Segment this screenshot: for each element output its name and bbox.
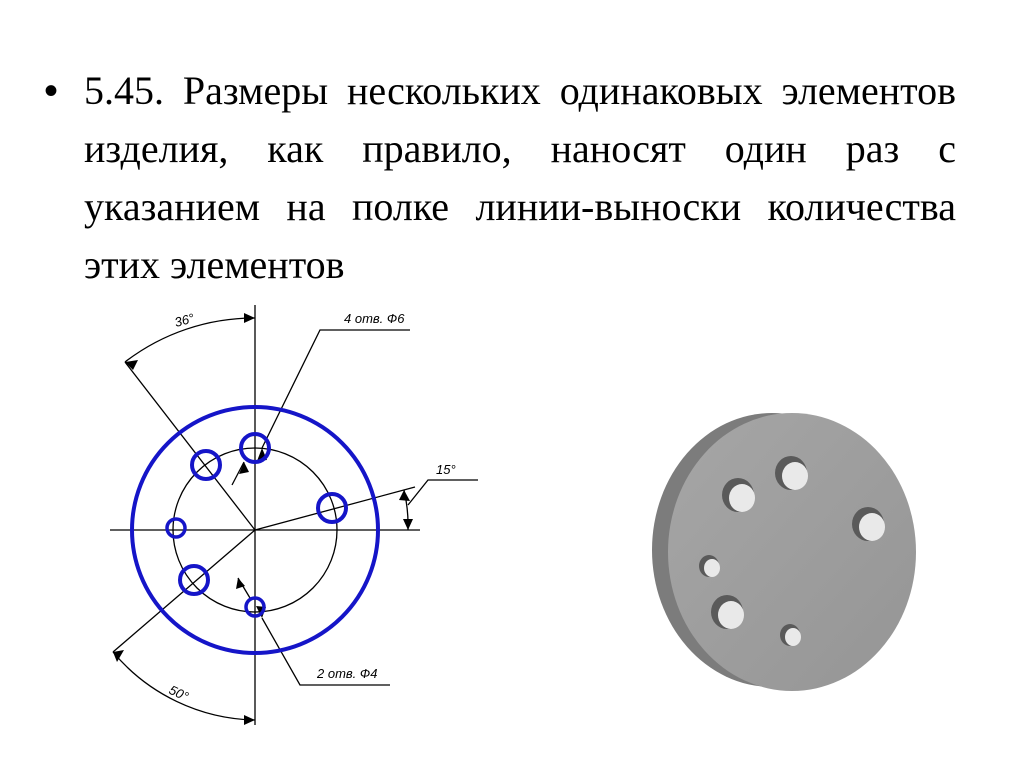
angle-36-label: 36°	[172, 310, 196, 330]
rule-text: 5.45. Размеры нескольких одинаковых элементов изделия, как правило, наносят один раз с указанием на полке линии-выноски количества этих элементов	[84, 68, 956, 287]
angle-15-label: 15°	[436, 462, 456, 477]
angle-50-label: 50°	[166, 682, 191, 705]
callout-bottom-label: 2 отв. Ф4	[317, 666, 378, 681]
part-face	[668, 413, 916, 691]
bullet-icon: •	[44, 69, 59, 113]
callout-top-label: 4 отв. Ф6	[344, 311, 405, 326]
